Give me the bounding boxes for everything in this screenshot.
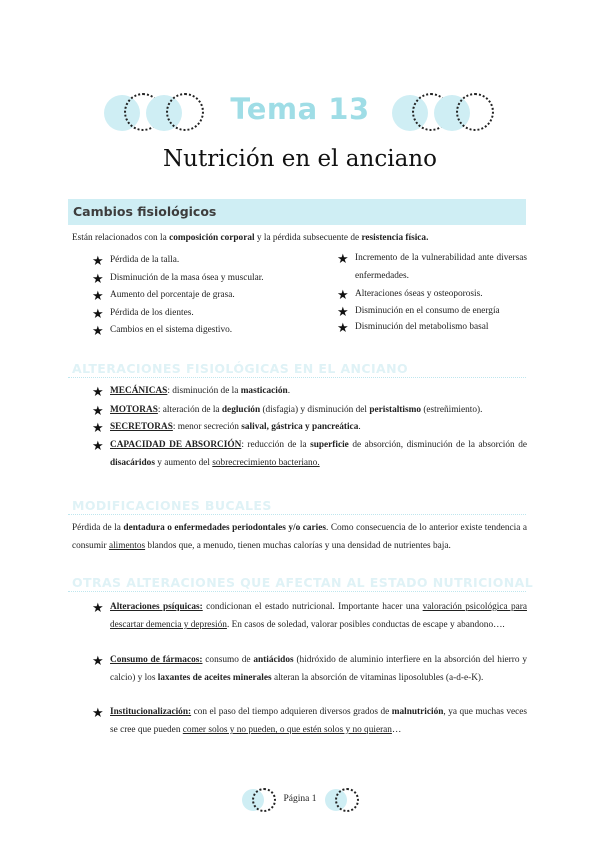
bold-text: resistencia física. [361, 233, 429, 243]
star-bullet-icon: ★ [92, 653, 104, 668]
list-item [110, 703, 527, 739]
section-intro [72, 229, 532, 247]
item-label: MECÁNICAS [110, 386, 168, 396]
divider [68, 377, 526, 378]
star-bullet-icon: ★ [92, 600, 104, 615]
list-item: Alteraciones óseas y osteoporosis. [355, 289, 483, 299]
star-bullet-icon: ★ [92, 438, 104, 453]
list-item [110, 401, 530, 419]
list-item [110, 382, 530, 400]
bold-text: salival, gástrica y pancreática [241, 422, 359, 432]
bold-text: peristaltismo [369, 405, 421, 415]
star-bullet-icon: ★ [337, 320, 349, 335]
page-title: Nutrición en el anciano [163, 146, 437, 172]
text: . [358, 422, 361, 432]
section-heading: ALTERACIONES FISIOLÓGICAS EN EL ANCIANO [72, 361, 408, 376]
star-bullet-icon: ★ [92, 253, 104, 268]
text: . [287, 386, 291, 396]
star-bullet-icon: ★ [337, 251, 349, 266]
section-heading: Cambios fisiológicos [73, 204, 217, 219]
bold-text: masticación [240, 386, 288, 396]
star-bullet-icon: ★ [337, 304, 349, 319]
text: y la pérdida subsecuente de [254, 233, 362, 243]
topic-number: Tema 13 [230, 92, 370, 126]
star-bullet-icon: ★ [92, 306, 104, 321]
text: Están relacionados con la [72, 233, 170, 243]
list-item [110, 418, 530, 436]
divider [68, 591, 526, 592]
bold-text: deglución [221, 405, 261, 415]
bold-text: dentadura o enfermedades periodontales y/o caries [123, 523, 326, 533]
text: . Como consecuencia de lo anterior existe tendencia a consumir [72, 523, 528, 551]
text: … [391, 725, 402, 735]
star-bullet-icon: ★ [92, 420, 104, 435]
bold-text: composición corporal [169, 233, 255, 243]
text: : menor secreción [172, 422, 242, 432]
underlined-text: alimentos [108, 541, 146, 551]
deco-dotted-circle-icon [456, 93, 494, 131]
item-label: SECRETORAS [110, 422, 173, 432]
bold-text: laxantes de aceites minerales [157, 673, 272, 683]
text: (estreñimiento). [421, 405, 483, 415]
text: condicionan el estado nutricional. Importante hacer una [202, 602, 423, 612]
list-item: Pérdida de la talla. [110, 255, 180, 265]
item-label: MOTORAS [110, 405, 158, 415]
text: . En casos de soledad, valorar posibles conductas de escape y abandono…. [226, 620, 505, 630]
star-bullet-icon: ★ [92, 403, 104, 418]
star-bullet-icon: ★ [92, 705, 104, 720]
text: con el paso del tiempo adquieren diversos grados de [191, 707, 392, 717]
bold-text: superficie [310, 440, 349, 450]
star-bullet-icon: ★ [92, 384, 104, 399]
underlined-text: sobrecrecimiento bacteriano. [212, 458, 320, 468]
text: : alteración de la [157, 405, 222, 415]
list-item: Disminución en el consumo de energía [355, 306, 500, 316]
list-item: Cambios en el sistema digestivo. [110, 325, 233, 335]
list-item: Aumento del porcentaje de grasa. [110, 290, 235, 300]
text: : disminución de la [167, 386, 241, 396]
bold-text: disacáridos [110, 458, 155, 468]
star-bullet-icon: ★ [92, 323, 104, 338]
list-item: Incremento de la vulnerabilidad ante diversas enfermedades. [355, 253, 527, 281]
text: consumo de [202, 655, 254, 665]
section-band [68, 199, 526, 225]
text: , ya que muchas veces se cree que pueden [110, 707, 527, 735]
section-heading: MODIFICACIONES BUCALES [72, 498, 272, 513]
list-item: Pérdida de los dientes. [110, 308, 194, 318]
page-number: Página 1 [283, 794, 317, 804]
paragraph [72, 519, 527, 555]
deco-dotted-circle-icon [166, 93, 204, 131]
section-heading: OTRAS ALTERACIONES QUE AFECTAN AL ESTADO NUTRICIONAL [72, 575, 534, 590]
bold-text: antiácidos [253, 655, 294, 665]
star-bullet-icon: ★ [337, 287, 349, 302]
bold-text: malnutrición [391, 707, 444, 717]
list-item [110, 436, 527, 472]
star-bullet-icon: ★ [92, 271, 104, 286]
item-label: CAPACIDAD DE ABSORCIÓN [110, 440, 242, 450]
text: (hidróxido de aluminio interfiere en la absorción del hierro y calcio) y los [110, 655, 527, 683]
list-item [110, 651, 527, 687]
text: de absorción, disminución de la absorción de [348, 440, 527, 450]
text: (disfagia) y disminución del [260, 405, 370, 415]
text: Pérdida de la [72, 523, 124, 533]
deco-dotted-circle-icon [335, 788, 359, 812]
item-label: Institucionalización: [110, 707, 192, 717]
list-item: Disminución de la masa ósea y muscular. [110, 273, 264, 283]
star-bullet-icon: ★ [92, 288, 104, 303]
item-label: Consumo de fármacos: [110, 655, 203, 665]
text: y aumento del [154, 458, 213, 468]
underlined-text: comer solos y no pueden, o que estén solos y no quieran [182, 725, 392, 735]
divider [68, 514, 526, 515]
text: blandos que, a menudo, tienen muchas calorías y una densidad de nutrientes baja. [145, 541, 451, 551]
list-item: Disminución del metabolismo basal [355, 322, 489, 332]
text: alteran la absorción de vitaminas liposolubles (a-d-e-K). [271, 673, 484, 683]
underlined-text: valoración psicológica para descartar demencia y depresión [110, 602, 527, 630]
text: : reducción de la [241, 440, 311, 450]
list-item [110, 598, 527, 634]
item-label: Alteraciones psíquicas: [110, 602, 203, 612]
